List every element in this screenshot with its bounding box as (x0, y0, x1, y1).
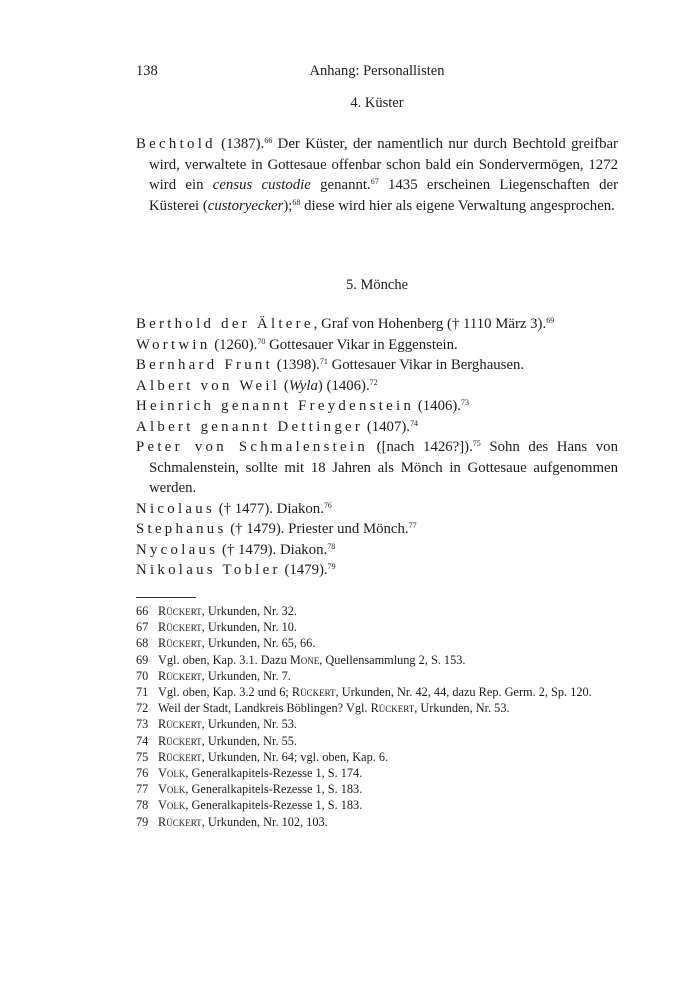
monk-entry: Albert von Weil (Wyla) (1406).$^{72}$ (136, 377, 378, 394)
page-number: 138 (136, 63, 158, 79)
footnote: 73 Rückert, Urkunden, Nr. 53. (136, 717, 297, 732)
monks-list (136, 314, 618, 581)
running-title: Anhang: Personallisten (309, 63, 445, 79)
monk-entry: Nycolaus († 1479). Diakon.$^{78}$ (136, 541, 336, 558)
footnote: 74 Rückert, Urkunden, Nr. 55. (136, 733, 297, 748)
footnote: 72 Weil der Stadt, Landkreis Böblingen? Vgl. Rückert, Urkunden, Nr. 53. (136, 701, 510, 716)
footnote: 75 Rückert, Urkunden, Nr. 64; vgl. oben, Kap. 6. (136, 749, 389, 764)
monk-entry: Stephanus († 1479). Priester und Mönch.$^{77}$ (136, 521, 417, 537)
footnote: 71 Vgl. oben, Kap. 3.2 und 6; Rückert, Urkunden, Nr. 42, 44, dazu Rep. Germ. 2, Sp. 120. (136, 685, 592, 700)
footnote: 79 Rückert, Urkunden, Nr. 102, 103. (136, 814, 328, 829)
footnote-divider (136, 597, 196, 598)
footnote-ref: 66 (264, 136, 273, 145)
monk-entry: Peter von Schmalenstein ([nach 1426?]).$^{75}$ Sohn des Hans von Schmalenstein, sollte mit 18 Jahren als Mönch in Gottesaue aufgenommen werden. (136, 439, 618, 496)
section-4-title: 4. Küster (350, 95, 404, 111)
footnote: 77 Volk, Generalkapitels-Rezesse 1, S. 183. (136, 782, 363, 797)
footnote: 70 Rückert, Urkunden, Nr. 7. (136, 668, 291, 683)
footnote: 76 Volk, Generalkapitels-Rezesse 1, S. 174. (136, 766, 363, 781)
monk-entry: Nicolaus († 1477). Diakon.$^{76}$ (136, 500, 332, 517)
footnote: 67 Rückert, Urkunden, Nr. 10. (136, 620, 297, 635)
monk-entry: Albert genannt Dettinger (1407).$^{74}$ (136, 418, 418, 435)
footnote: 66 Rückert, Urkunden, Nr. 32. (136, 604, 297, 618)
monk-entry: Wortwin (1260).$^{70}$ Gottesauer Vikar in Eggenstein. (136, 336, 458, 353)
page-header (136, 63, 618, 83)
footnote: 69 Vgl. oben, Kap. 3.1. Dazu Mone, Quellensammlung 2, S. 153. (136, 652, 466, 667)
monk-entry: Nikolaus Tobler (1479).$^{79}$ (136, 562, 336, 578)
monk-entry: Berthold der Ältere, Graf von Hohenberg († 1110 März 3).$^{69}$ (136, 316, 555, 332)
kuester-paragraph: Bechtold (1387).$^{66}$ Der Küster, der namentlich nur durch Bechtold greifbar wird, verwaltete in Gottesaue offenbar schon bald ein Sondervermögen, 1272 wird ein census custodie genannt.$^{67}$ 1435 erscheinen Liegenschaften der Küsterei (custoryecker);$^{68}$ diese wird hier als eigene Verwaltung angesprochen. (136, 136, 618, 214)
section-5-title: 5. Mönche (345, 277, 408, 293)
footnotes (136, 603, 618, 830)
monk-entry: Heinrich genannt Freydenstein (1406).$^{73}$ (136, 398, 469, 414)
footnote-ref: 68 (292, 197, 301, 207)
monk-entry: Bernhard Frunt (1398).$^{71}$ Gottesauer Vikar in Berghausen. (136, 357, 525, 373)
footnote-ref: 67 (370, 177, 379, 186)
footnote: 68 Rückert, Urkunden, Nr. 65, 66. (136, 636, 316, 651)
kuester-name: Bechtold (136, 136, 216, 152)
footnote: 78 Volk, Generalkapitels-Rezesse 1, S. 183. (136, 798, 363, 813)
